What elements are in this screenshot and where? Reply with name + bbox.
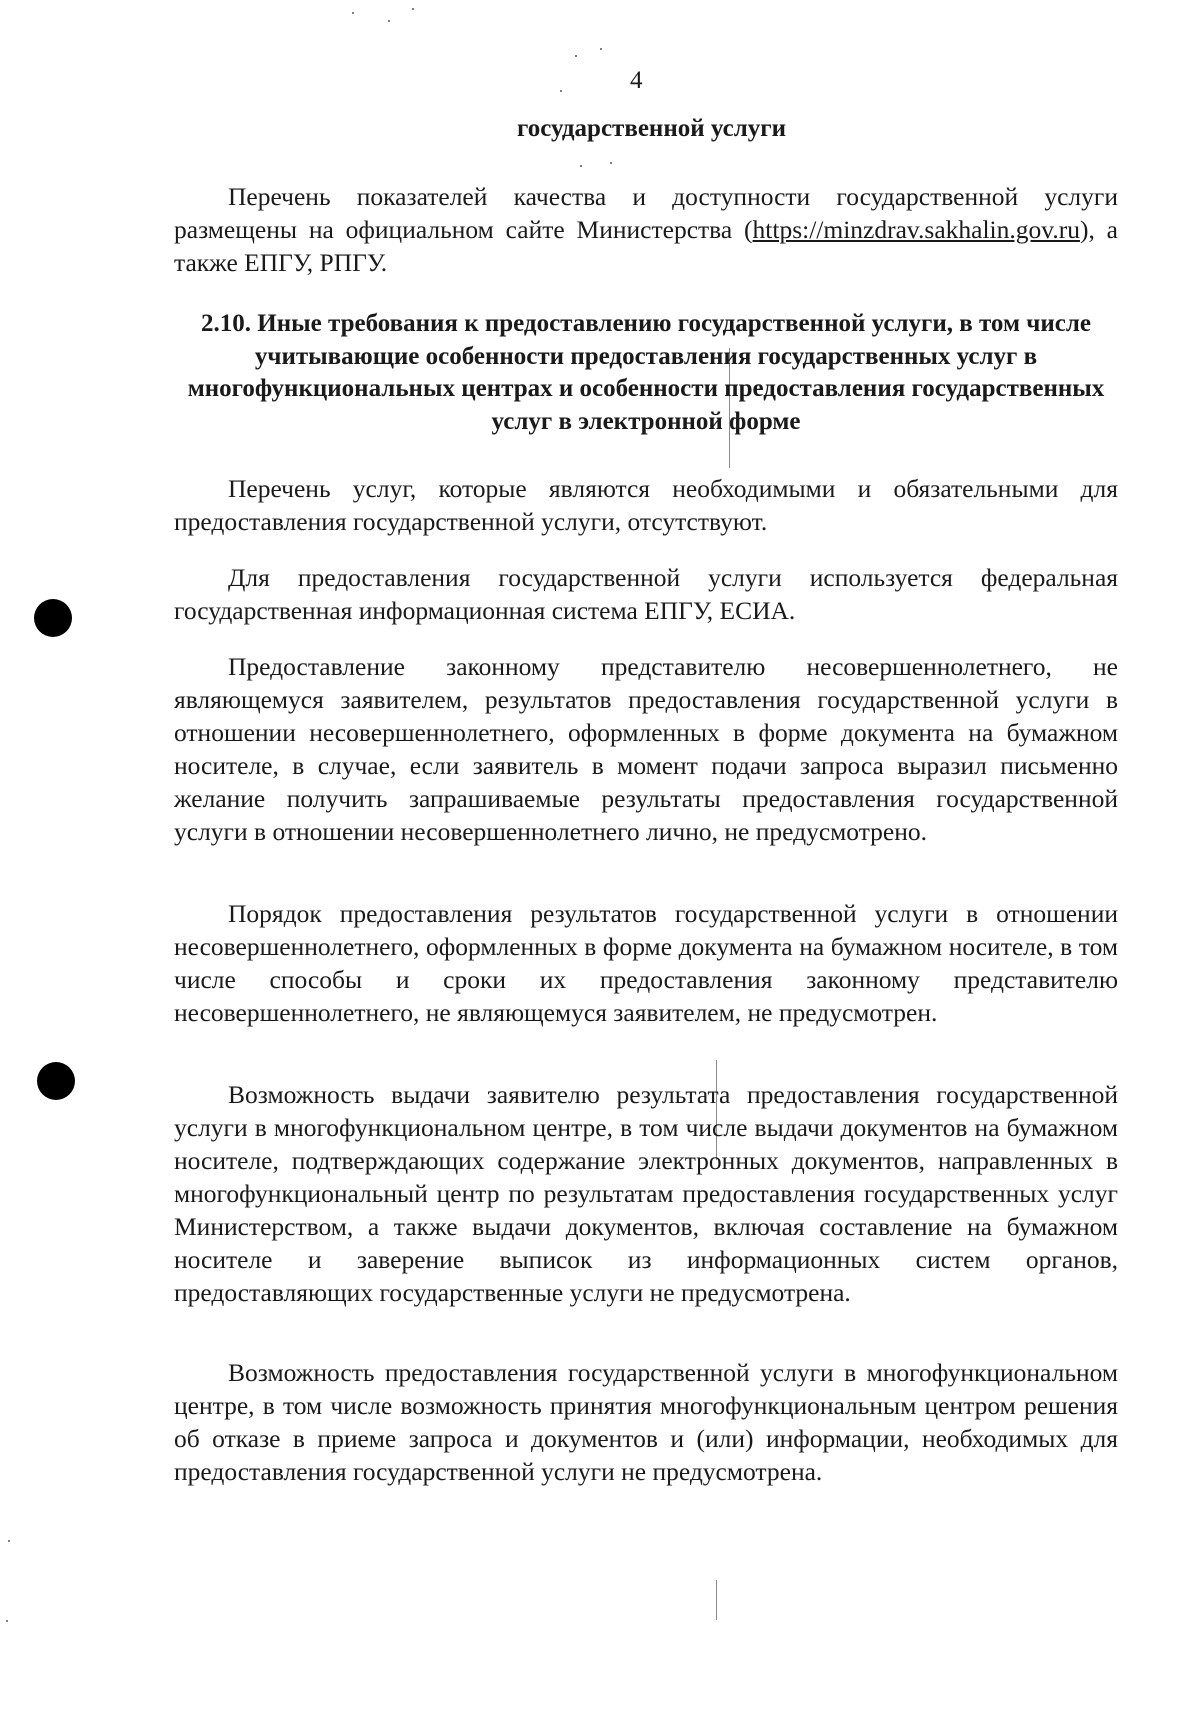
section-paragraph-1-block — [174, 472, 1118, 538]
section-paragraph: Перечень услуг, которые являются необходимыми и обязательными для предоставления государственной услуги, отсутствуют. — [174, 474, 1118, 536]
section-paragraph: Возможность предоставления государственной услуги в многофункциональном центре, в том числе возможность принятия многофункциональным центром решения об отказе в приеме запроса и документов и (или) информации, необходимых для предоставления государственной услуги не предусмотрена. — [174, 1358, 1118, 1486]
scan-speck — [6, 1620, 8, 1622]
scan-speck — [600, 48, 602, 50]
scan-speck — [580, 165, 582, 167]
scan-speck — [352, 12, 354, 14]
section-paragraph-4-block — [174, 897, 1118, 1029]
section-paragraph: Предоставление законному представителю несовершеннолетнего, не являющемуся заявителем, результатов предоставления государственной услуги в отношении несовершеннолетнего, оформленных в форме документа на бумажном носителе, в случае, если заявитель в момент подачи запроса выразил письменно желание получить запрашиваемые результаты предоставления государственной услуги в отношении несовершеннолетнего лично, не предусмотрено. — [174, 652, 1118, 846]
scan-speck — [388, 20, 390, 22]
scan-speck — [560, 90, 562, 92]
section-paragraph-6-block — [174, 1356, 1118, 1488]
scan-fold-line — [716, 1580, 717, 1620]
scan-speck — [8, 1540, 10, 1542]
section-paragraph: Для предоставления государственной услуги используется федеральная государственная информационная система ЕПГУ, ЕСИА. — [174, 563, 1118, 625]
intro-paragraph — [174, 180, 1118, 279]
section-paragraph: Возможность выдачи заявителю результата предоставления государственной услуги в многофункциональном центре, в том числе выдачи документов на бумажном носителе, подтверждающих содержание электронных документов, направленных в многофункциональный центр по результатам предоставления государственных услуг Министерством, а также выдачи документов, включая составление на бумажном носителе и заверение выписок из информационных систем органов, предоставляющих государственные услуги не предусмотрена. — [174, 1080, 1118, 1307]
punch-hole — [34, 599, 72, 637]
section-paragraph-2-block — [174, 561, 1118, 627]
section-paragraph: Порядок предоставления результатов государственной услуги в отношении несовершеннолетнего, оформленных в форме документа на бумажном носителе, в том числе способы и сроки их предоставления законному представителю несовершеннолетнего, не являющемуся заявителем, не предусмотрен. — [174, 899, 1118, 1027]
punch-hole — [37, 1062, 75, 1100]
scan-speck — [610, 162, 612, 164]
page-number: 4 — [630, 67, 643, 94]
section-title: 2.10. Иные требования к предоставлению государственной услуги, в том числе учитывающие особенности предоставления государственных услуг в многофункциональных центрах и особенности предоставления государственных услуг в электронной форме — [187, 310, 1105, 435]
intro-text-before-link: Перечень показателей качества и доступности государственной услуги размещены на официальном сайте Министерства ( — [174, 182, 1118, 244]
continued-heading: государственной услуги — [516, 115, 787, 142]
intro-block — [174, 180, 1118, 279]
scan-speck — [575, 55, 577, 57]
ministry-website-link[interactable]: https://minzdrav.sakhalin.gov.ru — [752, 215, 1080, 244]
section-paragraph-3-block — [174, 650, 1118, 848]
section-paragraph-5-block — [174, 1078, 1118, 1309]
scan-speck — [412, 8, 414, 10]
intro-text-after-link: ), а также ЕПГУ, РПГУ. — [174, 215, 1119, 277]
